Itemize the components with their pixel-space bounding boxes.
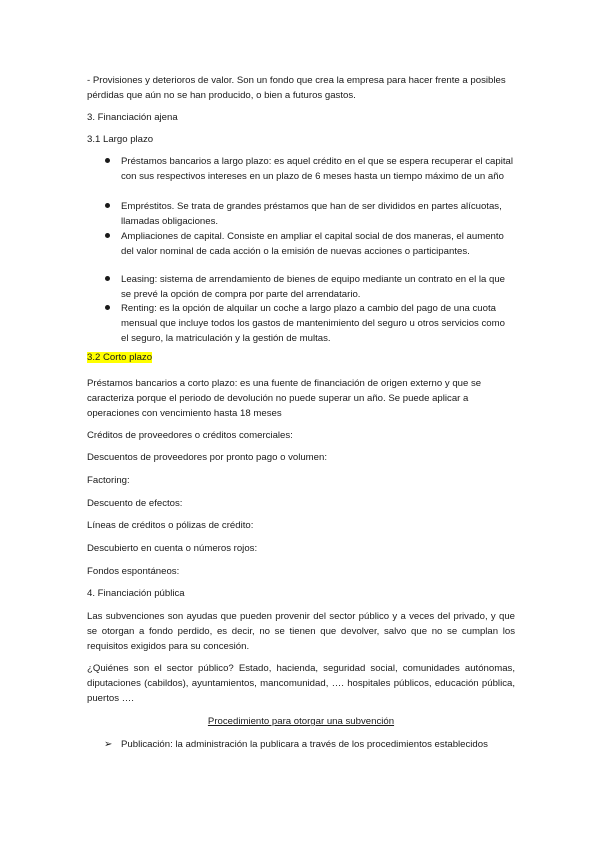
factoring: Factoring: — [87, 475, 130, 486]
subvenciones-paragraph: Las subvenciones son ayudas que pueden provenir del sector público y a veces del privado, y que se otorgan a fondo perdido, es decir, no se tienen que devolver, salvo que no se cumplan los requisitos exigidos para su concesión. — [87, 611, 515, 652]
descuentos-proveedores: Descuentos de proveedores por pronto pago o volumen: — [87, 452, 327, 463]
bullet-icon — [105, 276, 110, 281]
bullet-icon — [105, 233, 110, 238]
heading-largo-plazo: 3.1 Largo plazo — [87, 134, 154, 145]
list-item: Empréstitos. Se trata de grandes préstamos que han de ser divididos en partes alícuotas, llamadas obligaciones. — [121, 201, 502, 227]
arrow-bullet-icon: ➢ — [104, 739, 113, 750]
provisiones-paragraph: - Provisiones y deterioros de valor. Son un fondo que crea la empresa para hacer frente a posibles pérdidas que aún no se han producido, o bien a futuros gastos. — [87, 75, 506, 101]
bullet-icon — [105, 305, 110, 310]
procedimiento-title — [87, 714, 515, 729]
fondos-espontaneos: Fondos espontáneos: — [87, 566, 180, 577]
heading-corto-plazo — [87, 350, 152, 365]
list-item: Préstamos bancarios a largo plazo: es aquel crédito en el que se espera recuperar el capital con sus respectivos intereses en un plazo de 6 meses hasta un tiempo máximo de un año — [121, 156, 513, 182]
bullet-icon — [105, 203, 110, 208]
bullet-icon — [105, 158, 110, 163]
highlight-corto-plazo: 3.2 Corto plazo — [87, 352, 153, 363]
heading-financiacion-publica: 4. Financiación pública — [87, 588, 185, 599]
lineas-credito: Líneas de créditos o pólizas de crédito: — [87, 520, 254, 531]
procedimiento-title-text: Procedimiento para otorgar una subvención — [207, 716, 395, 727]
sector-publico-paragraph: ¿Quiénes son el sector público? Estado, hacienda, seguridad social, comunidades autónomas, diputaciones (cabildos), ayuntamientos, mancomunidad, …. hospitales públicos, educación pública, puertos …. — [87, 663, 515, 704]
creditos-proveedores: Créditos de proveedores o créditos comerciales: — [87, 430, 293, 441]
list-item: Ampliaciones de capital. Consiste en ampliar el capital social de dos maneras, el aumento del valor nominal de cada acción o la emisión de nuevas acciones o participantes. — [121, 231, 504, 257]
prestamos-corto-plazo-paragraph: Préstamos bancarios a corto plazo: es una fuente de financiación de origen externo y que se caracteriza porque el periodo de devolución no puede superar un año. Se puede aplicar a operaciones con vencimiento hasta 18 meses — [87, 378, 482, 419]
descubierto-cuenta: Descubierto en cuenta o números rojos: — [87, 543, 258, 554]
list-item: Leasing: sistema de arrendamiento de bienes de equipo mediante un contrato en el la que se prevé la opción de compra por parte del arrendatario. — [121, 274, 506, 300]
list-item: Renting: es la opción de alquilar un coche a largo plazo a cambio del pago de una cuota mensual que incluye todos los gastos de mantenimiento del seguro u otros servicios como el seguro, la matriculación y la gestión de multas. — [121, 303, 505, 344]
heading-financiacion-ajena: 3. Financiación ajena — [87, 112, 178, 123]
descuento-efectos: Descuento de efectos: — [87, 498, 183, 509]
publicacion-item: Publicación: la administración la publicara a través de los procedimientos establecidos — [121, 739, 488, 750]
